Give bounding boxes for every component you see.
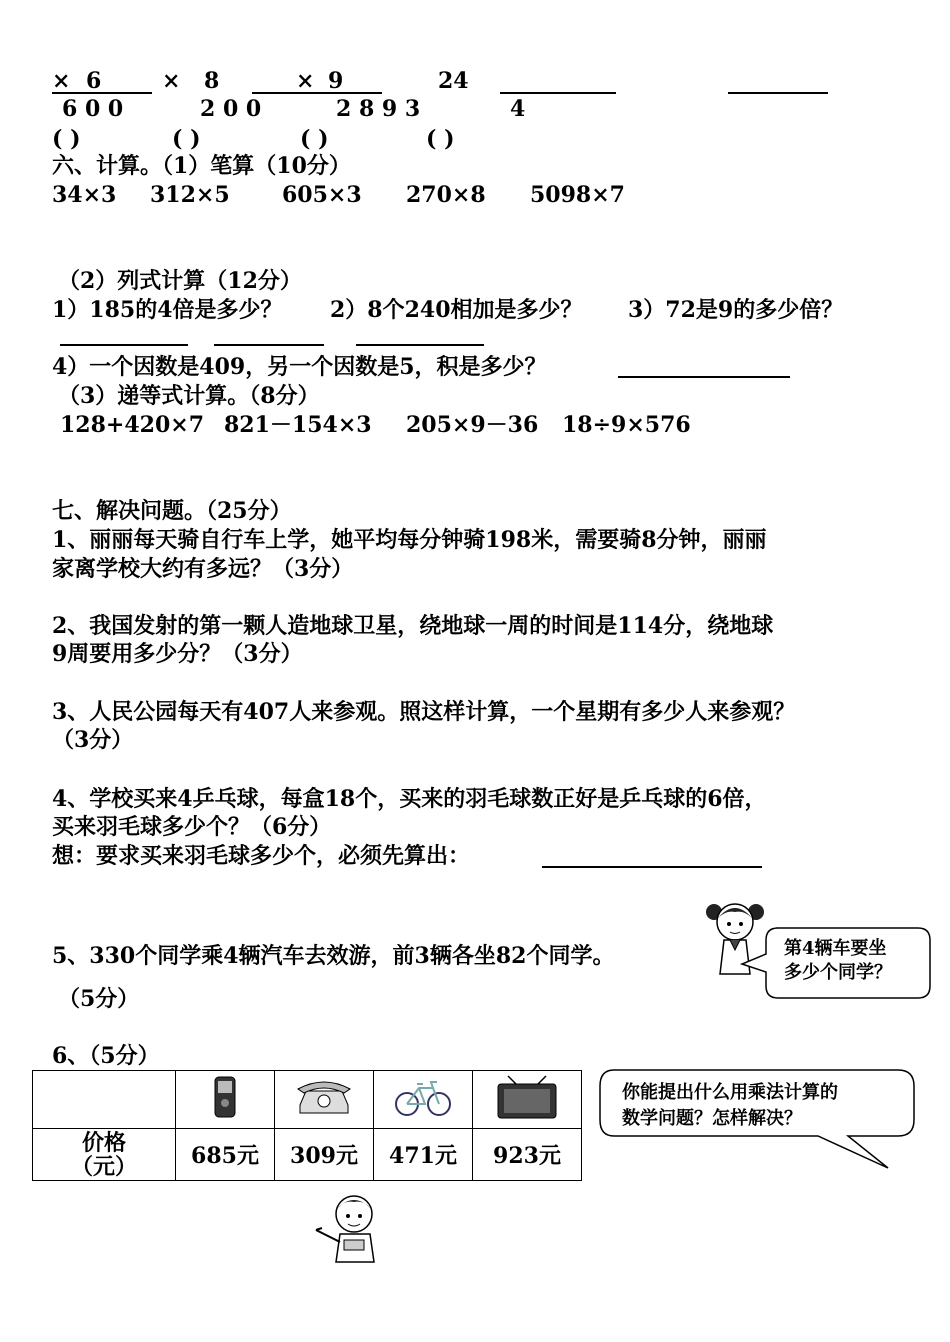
boy-illustration (312, 1190, 392, 1264)
mult-digit-1: 6 (86, 68, 102, 94)
row-label-2: （元） (70, 1153, 137, 1180)
underline (728, 92, 828, 94)
bubble5-line2: 多少个同学？ (784, 962, 892, 983)
problem4-line3: 想：要求买来羽毛球多少个，必须先算出： (52, 843, 471, 869)
mobile-phone-icon (207, 1073, 243, 1121)
stepwise-problem-2: 821－154×3 (224, 412, 372, 438)
problem3-line1: 3、人民公园每天有407人来参观。照这样计算，一个星期有多少人来参观？ (52, 699, 796, 725)
answer-line (618, 376, 790, 378)
result-2893: 2 8 9 3 (336, 96, 421, 122)
result-600: 6 0 0 (62, 96, 124, 122)
underline (500, 92, 616, 94)
stepwise-problem-4: 18÷9×576 (562, 412, 691, 438)
table-cell (374, 1071, 473, 1129)
answer-line (60, 344, 188, 346)
bubble6-line2: 数学问题？怎样解决？ (622, 1108, 802, 1129)
written-problem-1: 34×3 (52, 182, 117, 208)
table-cell (275, 1071, 374, 1129)
section6-title: 六、计算。（1）笔算（10分） (52, 153, 351, 179)
bicycle-icon (393, 1076, 453, 1118)
mult-digit-3: 9 (328, 68, 344, 94)
answer-line (542, 866, 762, 868)
number-24: 24 (438, 68, 469, 94)
part2-title: （2）列式计算（12分） (58, 268, 302, 294)
answer-bracket-4: ( ) (426, 126, 455, 152)
question-4: 4）一个因数是409，另一个因数是5，积是多少？ (52, 354, 547, 380)
written-problem-5: 5098×7 (530, 182, 625, 208)
problem5-line1: 5、330个同学乘4辆汽车去效游，前3辆各坐82个同学。 (52, 943, 615, 969)
row-label-price (33, 1129, 176, 1181)
television-icon (494, 1074, 560, 1120)
stepwise-problem-3: 205×9－36 (406, 412, 539, 438)
result-4: 4 (510, 96, 526, 122)
bubble6-line1: 你能提出什么用乘法计算的 (622, 1082, 838, 1103)
problem4-line1: 4、学校买来4乒乓球，每盒18个，买来的羽毛球数正好是乒乓球的6倍， (52, 786, 767, 812)
question-2: 2）8个240相加是多少？ (330, 297, 583, 323)
problem6-title: 6、（5分） (52, 1043, 160, 1069)
mult-sign-3: × (296, 68, 315, 94)
price-cell-television: 923元 (473, 1129, 582, 1181)
section7-title: 七、解决问题。（25分） (52, 498, 292, 524)
price-table (32, 1070, 582, 1181)
answer-bracket-2: ( ) (172, 126, 201, 152)
table-cell (473, 1071, 582, 1129)
part3-title: （3）递等式计算。（8分） (58, 383, 320, 409)
answer-line (214, 344, 324, 346)
price-cell-telephone: 309元 (275, 1129, 374, 1181)
table-header-empty (33, 1071, 176, 1129)
result-200: 2 0 0 (200, 96, 262, 122)
written-problem-4: 270×8 (406, 182, 486, 208)
table-cell (176, 1071, 275, 1129)
price-cell-bicycle: 471元 (374, 1129, 473, 1181)
question-1: 1）185的4倍是多少？ (52, 297, 283, 323)
underline (52, 92, 152, 94)
bubble5-line1: 第4辆车要坐 (784, 938, 887, 959)
problem2-line2: 9周要用多少分？（3分） (52, 641, 303, 667)
written-problem-3: 605×3 (282, 182, 362, 208)
problem3-line2: （3分） (52, 727, 134, 753)
mult-sign-2: × (162, 68, 181, 94)
answer-bracket-3: ( ) (300, 126, 329, 152)
mult-sign-1: × (52, 68, 71, 94)
answer-bracket-1: ( ) (52, 126, 81, 152)
problem1-line2: 家离学校大约有多远？（3分） (52, 556, 354, 582)
underline (252, 92, 382, 94)
telephone-icon (294, 1077, 354, 1117)
mult-digit-2: 8 (204, 68, 220, 94)
problem5-line2: （5分） (58, 986, 140, 1012)
row-label-1: 价格 (81, 1129, 126, 1156)
problem2-line1: 2、我国发射的第一颗人造地球卫星，绕地球一周的时间是114分，绕地球 (52, 613, 774, 639)
stepwise-problem-1: 128+420×7 (60, 412, 205, 438)
written-problem-2: 312×5 (150, 182, 230, 208)
price-cell-phone: 685元 (176, 1129, 275, 1181)
problem1-line1: 1、丽丽每天骑自行车上学，她平均每分钟骑198米，需要骑8分钟，丽丽 (52, 527, 767, 553)
answer-line (356, 344, 484, 346)
problem4-line2: 买来羽毛球多少个？（6分） (52, 814, 332, 840)
question-3: 3）72是9的多少倍？ (628, 297, 844, 323)
